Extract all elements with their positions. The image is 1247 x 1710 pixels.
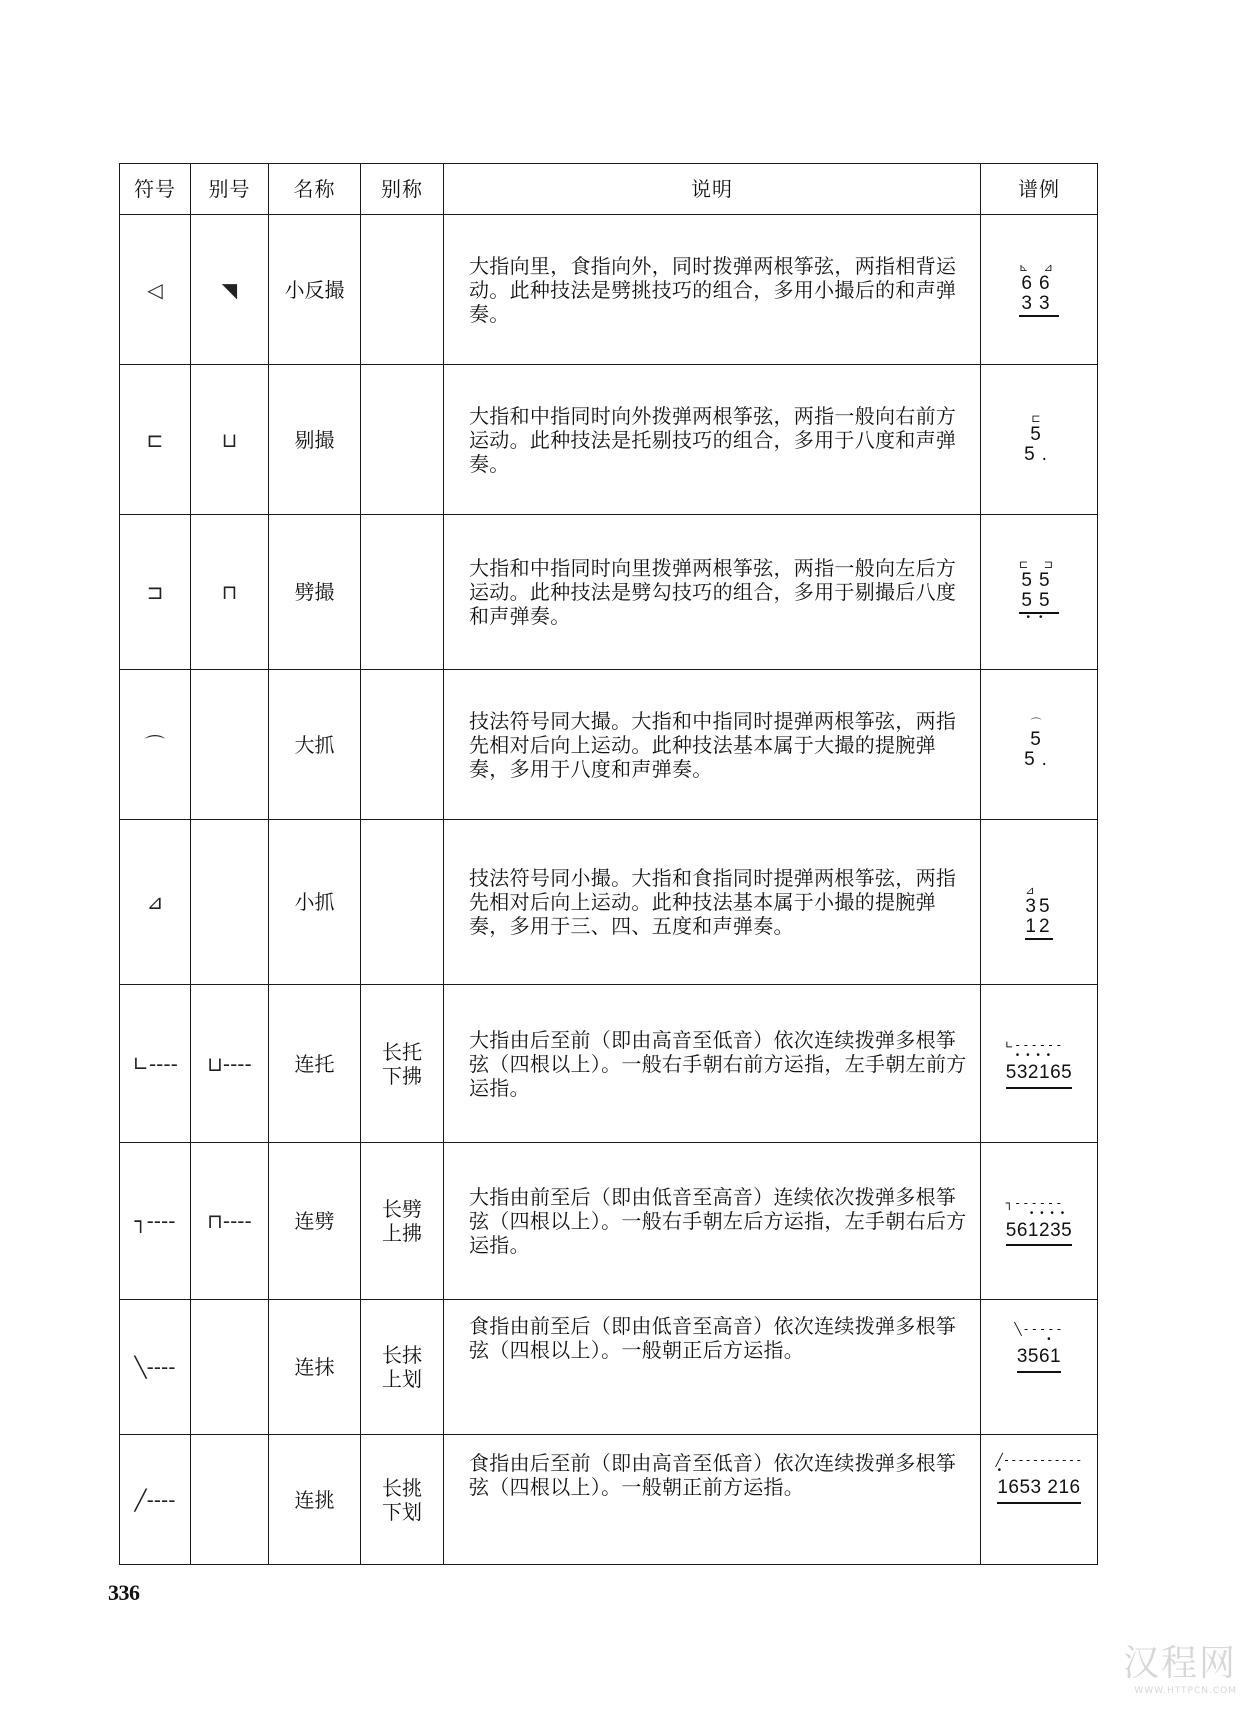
technique-name: 剔撮 [269, 365, 361, 515]
technique-alias [361, 1435, 444, 1565]
header-alias: 别称 [361, 164, 444, 215]
notation-bottom: 5. [1024, 749, 1054, 770]
technique-description: 技法符号同小撮。大指和食指同时提弹两根筝弦，两指先相对后向上运动。此种技法基本属于小撮的提腕弹奏，多用于三、四、五度和声弹奏。 [444, 820, 981, 985]
watermark [1123, 1635, 1237, 1696]
technique-description: 大指和中指同时向里拨弹两根筝弦，两指一般向左后方运动。此种技法是劈勾技巧的组合，多用于剔撮后八度和声弹奏。 [444, 515, 981, 670]
technique-name: 连劈 [269, 1143, 361, 1300]
header-symbol: 符号 [120, 164, 191, 215]
technique-symbol-icon: ⌒ [120, 670, 191, 820]
notation-top: 5 [1030, 424, 1048, 445]
technique-mark-icon: ⊿ [1025, 883, 1041, 897]
notation-sequence: 561235 [1006, 1220, 1072, 1247]
technique-description: 技法符号同大撮。大指和中指同时提弹两根筝弦，两指先相对后向上运动。此种技法基本属于大撮的提腕弹奏，多用于八度和声弹奏。 [444, 670, 981, 820]
notation-example [981, 215, 1098, 365]
technique-description: 大指由后至前（即由高音至低音）依次连续拨弹多根筝弦（四根以上）。一般右手朝右前方运指，左手朝左前方运指。 [444, 985, 981, 1143]
notation-bottom: 12 [1025, 917, 1052, 940]
zheng-technique-table [119, 163, 1098, 1565]
notation-sequence: 1653 216 [997, 1477, 1080, 1504]
notation-example [981, 1143, 1098, 1300]
table-row [120, 1435, 1098, 1565]
technique-name: 小抓 [269, 820, 361, 985]
technique-mark-icon: ╲----- [1014, 1322, 1064, 1336]
notation-bottom: 55 [1019, 591, 1059, 614]
alias-line: 下划 [382, 1499, 422, 1524]
technique-alias [361, 820, 444, 985]
notation-bottom: 33 [1019, 294, 1059, 317]
notation-sequence: 3561 [1017, 1346, 1061, 1373]
notation-example [981, 985, 1098, 1143]
alias-line: 下拂 [382, 1063, 422, 1088]
alias-line: 长挑 [382, 1475, 422, 1500]
page-number: 336 [108, 1580, 140, 1605]
technique-alias [361, 985, 444, 1143]
technique-symbol-icon: ◁ [120, 215, 191, 365]
table-row [120, 1143, 1098, 1300]
technique-symbol-icon: ⊏ [120, 365, 191, 515]
technique-name: 小反撮 [269, 215, 361, 365]
alt-symbol-icon: ◥ [191, 215, 269, 365]
table-row [120, 820, 1098, 985]
notation-sequence: 532165 [1006, 1062, 1072, 1089]
notation-top: 55 [1021, 569, 1057, 591]
alias-line: 长抹 [382, 1343, 422, 1367]
technique-alias [361, 1143, 444, 1300]
watermark-logo: 汉程网 [1122, 1643, 1237, 1684]
technique-alias [361, 515, 444, 670]
notation-example [981, 365, 1098, 515]
technique-mark-icon: ⊏ ⊐ [1019, 557, 1059, 571]
header-alt-symbol: 别号 [191, 164, 269, 215]
technique-name: 连挑 [269, 1435, 361, 1565]
technique-symbol-icon: ⊿ [120, 820, 191, 985]
header-description: 说明 [444, 164, 981, 215]
octave-dots: • • • • [1015, 1050, 1053, 1062]
octave-dots: • • • • [1029, 1207, 1067, 1219]
technique-alias [361, 1300, 444, 1435]
technique-description: 食指由前至后（即由低音至高音）依次连续拨弹多根筝弦（四根以上）。一般朝正后方运指。 [444, 1300, 981, 1435]
table-row [120, 365, 1098, 515]
alt-symbol-icon [191, 1435, 269, 1565]
alt-symbol-icon [191, 670, 269, 820]
technique-symbol-icon: ∟---- [120, 985, 191, 1143]
technique-alias [361, 365, 444, 515]
notation-top: 66 [1021, 273, 1057, 294]
technique-mark-icon: ⌒ [1030, 717, 1048, 730]
octave-dots: • [1047, 1334, 1060, 1345]
table-row [120, 670, 1098, 820]
notation-example [981, 1435, 1098, 1565]
alias-line: 上拂 [382, 1221, 422, 1245]
technique-mark-icon: ∟------ [1005, 1038, 1064, 1053]
technique-symbol-icon: ⊐ [120, 515, 191, 670]
alias-line: 长劈 [382, 1197, 422, 1221]
technique-symbol-icon: ┐---- [120, 1143, 191, 1300]
technique-description: 大指向里，食指向外，同时拨弹两根筝弦，两指相背运动。此种技法是劈挑技巧的组合，多用小撮后的和声弹奏。 [444, 215, 981, 365]
technique-alias [361, 670, 444, 820]
alt-symbol-icon: ⊔---- [191, 985, 269, 1143]
table-row [120, 215, 1098, 365]
alt-symbol-icon [191, 1300, 269, 1435]
table-row [120, 515, 1098, 670]
technique-name: 劈撮 [269, 515, 361, 670]
technique-mark-icon: ┐------ [1005, 1195, 1064, 1210]
notation-bottom: 5. [1024, 444, 1054, 465]
technique-mark-icon: ╱----------- [995, 1453, 1083, 1467]
alt-symbol-icon: ⊓ [191, 515, 269, 670]
technique-description: 大指由前至后（即由低音至高音）连续依次拨弹多根筝弦（四根以上）。一般右手朝左后方运指，左手朝右后方运指。 [444, 1143, 981, 1300]
table-header-row [120, 164, 1098, 215]
header-example: 谱例 [981, 164, 1098, 215]
technique-mark-icon: ⊏ [1031, 412, 1047, 425]
notation-example [981, 515, 1098, 670]
watermark-url: WWW.HTTPCN.COM [1134, 1686, 1237, 1696]
octave-dots: •• [1026, 611, 1052, 623]
alt-symbol-icon: ⊔ [191, 365, 269, 515]
table-row [120, 1300, 1098, 1435]
notation-example [981, 1300, 1098, 1435]
notation-top: 35 [1025, 895, 1053, 917]
octave-dots: • [997, 1465, 1011, 1476]
table-row [120, 985, 1098, 1143]
technique-name: 连抹 [269, 1300, 361, 1435]
technique-description: 大指和中指同时向外拨弹两根筝弦，两指一般向右前方运动。此种技法是托剔技巧的组合，多用于八度和声弹奏。 [444, 365, 981, 515]
alias-line: 长托 [382, 1039, 422, 1064]
technique-name: 大抓 [269, 670, 361, 820]
technique-name: 连托 [269, 985, 361, 1143]
notation-top: 5 [1030, 729, 1048, 750]
technique-symbol-icon: ╱---- [120, 1435, 191, 1565]
header-name: 名称 [269, 164, 361, 215]
alt-symbol-icon: ⊓---- [191, 1143, 269, 1300]
alias-line: 上划 [382, 1367, 422, 1391]
technique-description: 食指由后至前（即由高音至低音）依次连续拨弹多根筝弦（四根以上）。一般朝正前方运指。 [444, 1435, 981, 1565]
technique-symbol-icon: ╲---- [120, 1300, 191, 1435]
notation-example [981, 670, 1098, 820]
notation-example [981, 820, 1098, 985]
alt-symbol-icon [191, 820, 269, 985]
technique-alias [361, 215, 444, 365]
technique-mark-icon: ⊾ ⊿ [1019, 261, 1059, 274]
